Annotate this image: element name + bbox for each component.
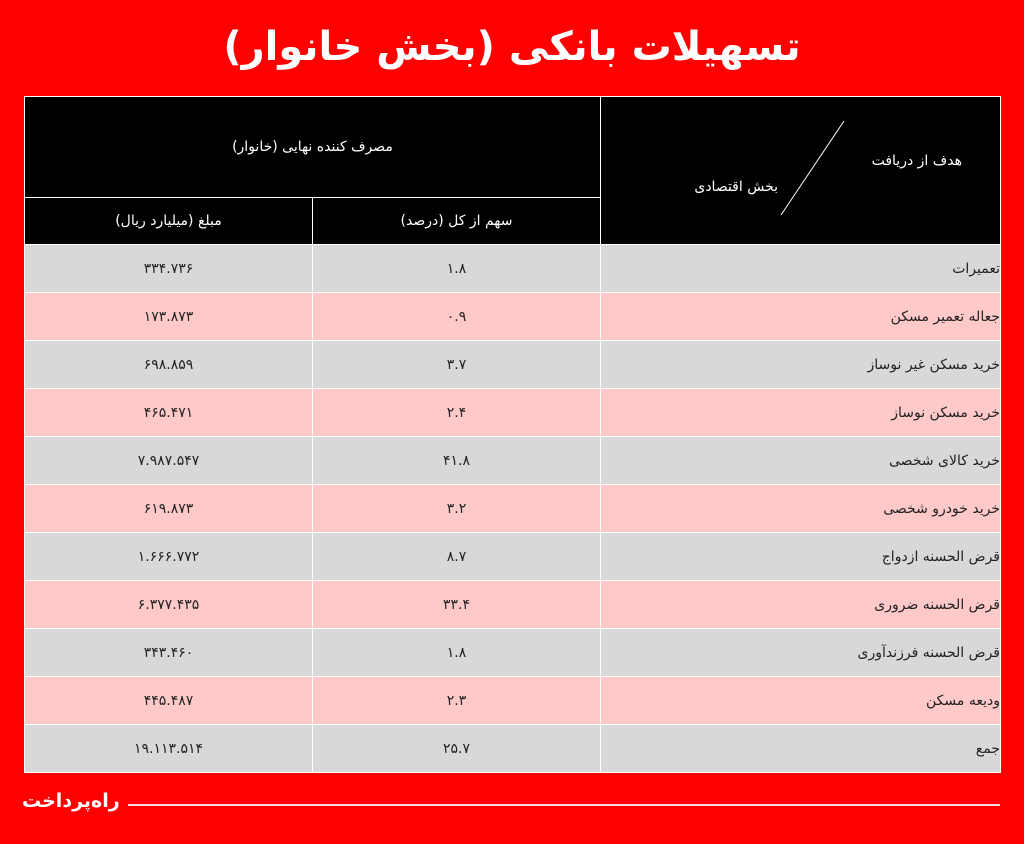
table-row	[25, 389, 1001, 437]
row-amount-value: ۶.۳۷۷.۴۳۵	[25, 581, 313, 629]
diagonal-divider	[601, 97, 1001, 243]
row-share-value: ۲۵.۷	[313, 725, 601, 773]
row-amount-value: ۳۳۴.۷۳۶	[25, 245, 313, 293]
row-sector-name: قرض الحسنه فرزندآوری	[601, 629, 1001, 677]
row-share-value: ۴۱.۸	[313, 437, 601, 485]
row-share-value: ۰.۹	[313, 293, 601, 341]
row-amount-value: ۷.۹۸۷.۵۴۷	[25, 437, 313, 485]
table-row	[25, 293, 1001, 341]
table-row	[25, 485, 1001, 533]
table-row	[25, 341, 1001, 389]
row-amount-value: ۴۴۵.۴۸۷	[25, 677, 313, 725]
page-title: تسهیلات بانکی (بخش خانوار)	[223, 24, 801, 70]
row-amount-value: ۱۹.۱۱۳.۵۱۴	[25, 725, 313, 773]
row-share-value: ۳.۷	[313, 341, 601, 389]
row-amount-value: ۴۶۵.۴۷۱	[25, 389, 313, 437]
row-amount-value: ۳۴۳.۴۶۰	[25, 629, 313, 677]
row-sector-name: قرض الحسنه ضروری	[601, 581, 1001, 629]
row-share-value: ۳۳.۴	[313, 581, 601, 629]
row-share-value: ۲.۳	[313, 677, 601, 725]
row-sector-name: خرید خودرو شخصی	[601, 485, 1001, 533]
table-row	[25, 437, 1001, 485]
corner-header-cell	[601, 97, 1001, 245]
row-sector-name: جمع	[601, 725, 1001, 773]
column-header-amount: مبلغ (میلیارد ریال)	[25, 198, 313, 245]
row-sector-name: ودیعه مسکن	[601, 677, 1001, 725]
row-share-value: ۸.۷	[313, 533, 601, 581]
row-amount-value: ۶۱۹.۸۷۳	[25, 485, 313, 533]
group-header: مصرف کننده نهایی (خانوار)	[25, 97, 601, 198]
corner-label-sector: بخش اقتصادی	[694, 179, 778, 195]
column-header-share: سهم از کل (درصد)	[313, 198, 601, 245]
table-row	[25, 629, 1001, 677]
row-sector-name: خرید مسکن نوساز	[601, 389, 1001, 437]
table-body	[25, 245, 1001, 773]
facilities-table	[24, 96, 1001, 773]
row-sector-name: خرید کالای شخصی	[601, 437, 1001, 485]
row-share-value: ۱.۸	[313, 245, 601, 293]
brand-logo: راه‌پرداخت	[22, 790, 120, 812]
table-row	[25, 677, 1001, 725]
row-amount-value: ۱.۶۶۶.۷۷۲	[25, 533, 313, 581]
row-sector-name: تعمیرات	[601, 245, 1001, 293]
row-share-value: ۱.۸	[313, 629, 601, 677]
table-row	[25, 245, 1001, 293]
table-row	[25, 581, 1001, 629]
row-share-value: ۲.۴	[313, 389, 601, 437]
row-sector-name: خرید مسکن غیر نوساز	[601, 341, 1001, 389]
row-share-value: ۳.۲	[313, 485, 601, 533]
row-amount-value: ۶۹۸.۸۵۹	[25, 341, 313, 389]
row-sector-name: جعاله تعمیر مسکن	[601, 293, 1001, 341]
row-sector-name: قرض الحسنه ازدواج	[601, 533, 1001, 581]
corner-label-goal: هدف از دریافت	[871, 153, 962, 169]
table-row	[25, 725, 1001, 773]
footer-divider	[128, 804, 1000, 806]
table-row	[25, 533, 1001, 581]
row-amount-value: ۱۷۳.۸۷۳	[25, 293, 313, 341]
